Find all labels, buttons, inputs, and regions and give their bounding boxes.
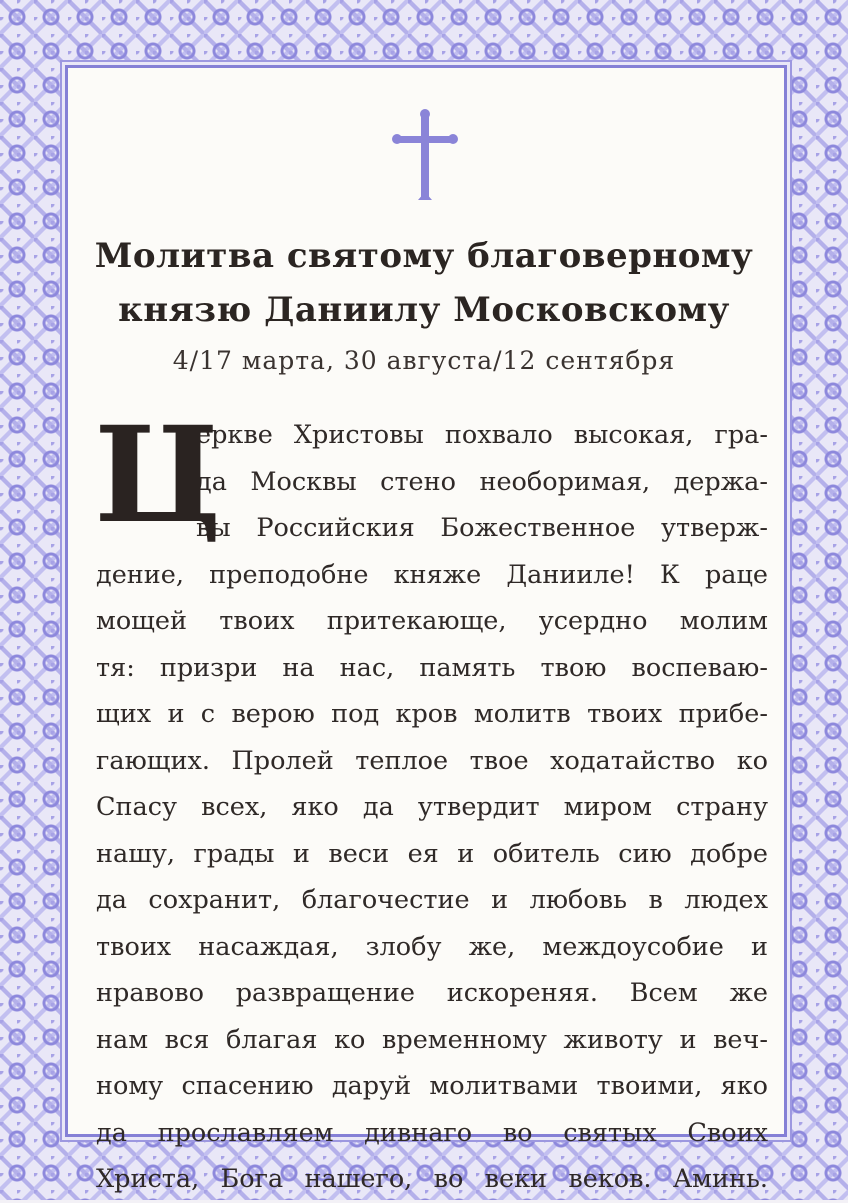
text-line: Христа, Бога нашего, во веки веков. Аминь. [96, 1164, 768, 1194]
text-line: да прославляем дивнаго во святых Своих [96, 1117, 768, 1148]
drop-cap: Ц [94, 398, 222, 553]
prayer-text [94, 398, 768, 1203]
text-line: Спасу всех, яко да утвердит миром страну [96, 792, 768, 822]
text-line: нашу, грады и веси ея и обитель сию добре [96, 838, 768, 869]
text-line: дение, преподобне княже Данииле! К раце [96, 559, 768, 590]
title-line-2: князю Даниилу Московскому [118, 290, 730, 330]
text-line: нравово развращение искореняя. Всем же [96, 978, 768, 1008]
text-line: твоих насаждая, злобу же, междоусобие и [96, 931, 768, 962]
text-line: щих и с верою под кров молитв твоих прибе- [96, 699, 768, 729]
title-line-1: Молитва святому благоверному [94, 236, 754, 276]
text-line: да Москвы стено необоримая, держа- [196, 466, 768, 497]
text-line: тя: призри на нас, память твою воспеваю- [96, 652, 768, 683]
text-line: мощей твоих притекающе, усердно молим [96, 606, 768, 636]
text-line: ному спасению даруй молитвами твоими, яко [96, 1071, 768, 1101]
text-line: вы Российския Божественное утверж- [196, 513, 768, 543]
feast-dates: 4/17 марта, 30 августа/12 сентября [172, 346, 676, 375]
text-line: еркве Христовы похвало высокая, гра- [196, 420, 768, 450]
text-line: нам вся благая ко временному животу и веч- [96, 1024, 768, 1055]
text-line: гающих. Пролей теплое твое ходатайство ко [96, 745, 768, 776]
cross-icon [392, 108, 458, 204]
text-line: да сохранит, благочестие и любовь в людех [96, 885, 768, 915]
